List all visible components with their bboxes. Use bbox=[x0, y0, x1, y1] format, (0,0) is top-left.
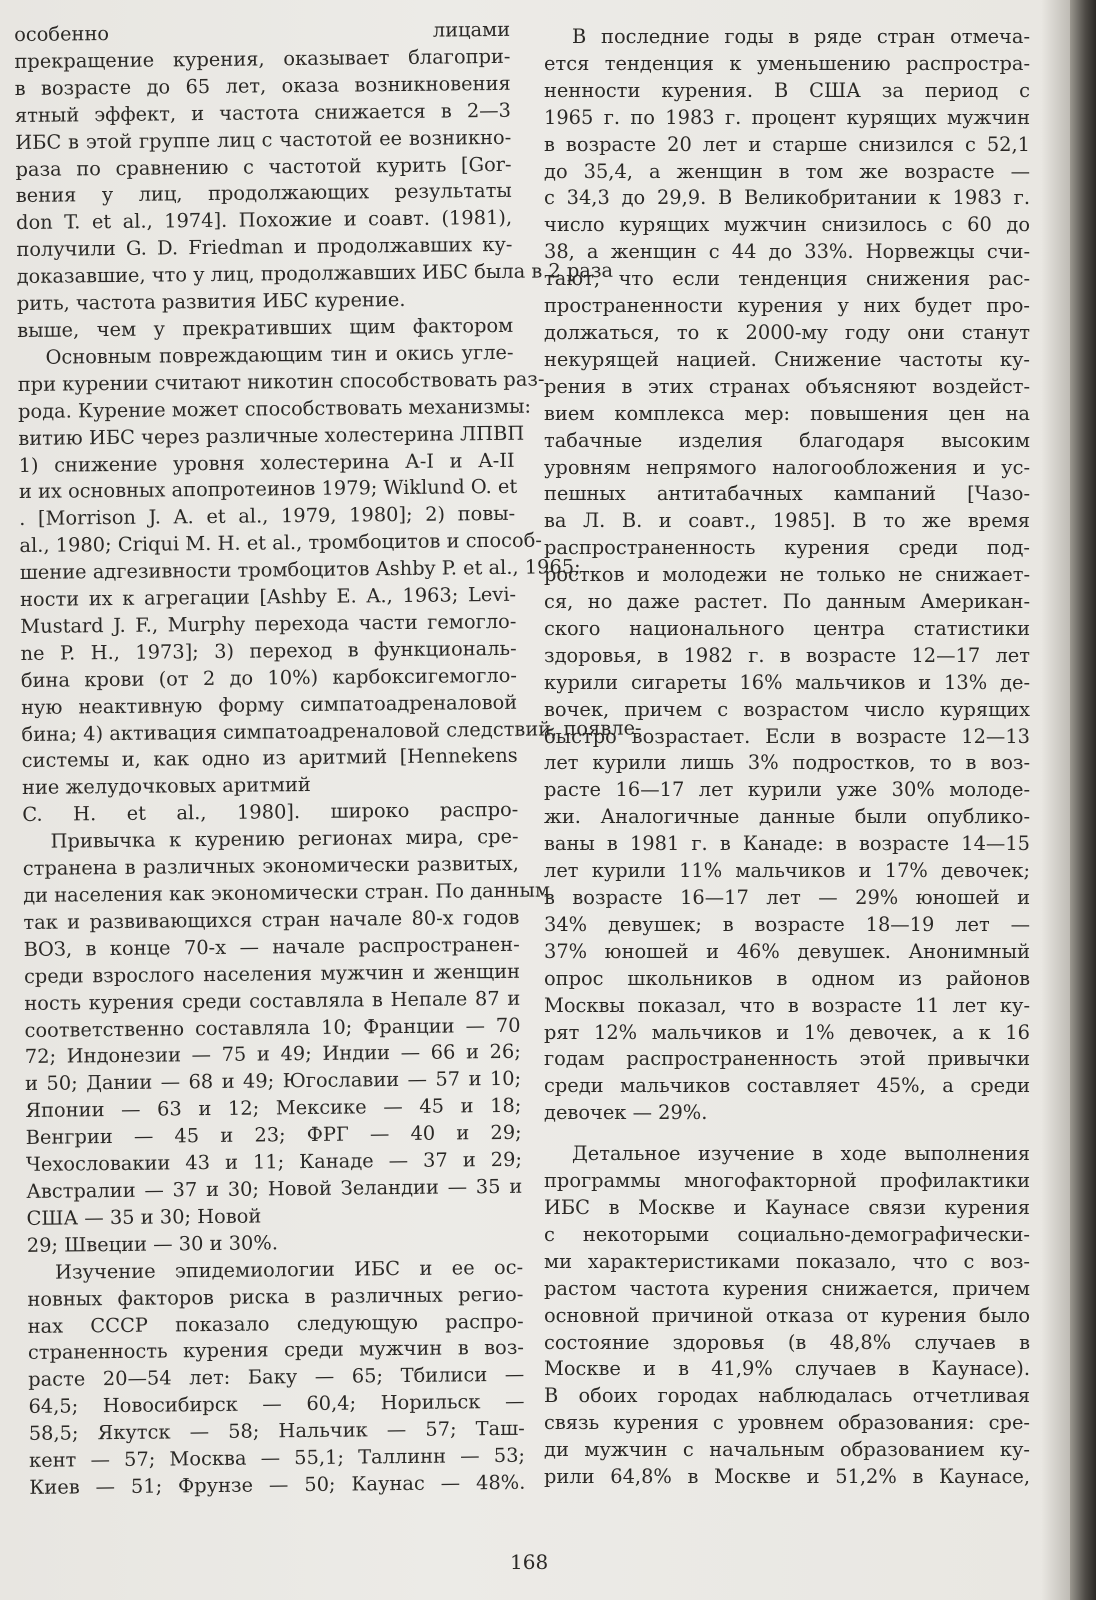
text-line: рили 64,8% в Москве и 51,2% в Каунасе, bbox=[544, 1465, 1030, 1489]
text-line: США — 35 и 30; Новой bbox=[26, 1204, 262, 1230]
text-line: странена в различных экономически развитых, bbox=[22, 851, 519, 881]
text-line: и 50; Дании — 68 и 49; Югославии — 57 и 10; bbox=[24, 1067, 522, 1096]
text-line: Основным повреждающим тин и окись угле- bbox=[45, 340, 514, 369]
text-line: и их основных апопротеинов 1979; Wiklund O. et bbox=[18, 475, 518, 504]
text-line: распространенность курения среди под- bbox=[544, 536, 1030, 560]
right-text-column bbox=[544, 24, 1030, 1491]
text-line: 37% юношей и 46% девушек. Анонимный bbox=[544, 939, 1030, 963]
text-line: при курении считают никотин способствовать раз- bbox=[17, 367, 545, 396]
text-line: пешных антитабачных кампаний [Чазо- bbox=[544, 482, 1030, 506]
text-line: ную неактивную форму симпатоадреналовой bbox=[21, 690, 518, 719]
text-line: лет курили 11% мальчиков и 17% девочек; bbox=[544, 859, 1030, 883]
text-line: в возрасте до 65 лет, оказа возникновения bbox=[14, 71, 511, 100]
text-line: рения в этих странах объясняют воздейст- bbox=[544, 374, 1030, 398]
text-line: ваны в 1981 г. в Канаде: в возрасте 14—15 bbox=[544, 832, 1030, 856]
text-line: В обоих городах наблюдалась отчетливая bbox=[544, 1384, 1030, 1408]
text-line: среди взрослого населения мужчин и женщин bbox=[23, 959, 521, 988]
text-line: ВОЗ, в конце 70-х — начале распространен- bbox=[23, 932, 520, 961]
text-line: так и развивающихся стран начале 80-х годов bbox=[23, 905, 520, 934]
text-line: табачные изделия благодаря высоким bbox=[544, 428, 1030, 452]
text-line: программы многофакторной профилактики bbox=[544, 1169, 1030, 1193]
text-line: ется тенденция к уменьшению распростра- bbox=[544, 51, 1030, 75]
text-line: в возрасте 20 лет и старше снизился с 52,1 bbox=[544, 132, 1030, 156]
text-line: ненности курения. В США за период с bbox=[544, 78, 1030, 102]
text-line: курили сигареты 16% мальчиков и 13% де- bbox=[544, 670, 1030, 694]
text-line: рить, частота развития ИБС курение. bbox=[16, 287, 406, 316]
text-line: опрос школьников в одном из районов bbox=[544, 966, 1030, 990]
text-line: 58,5; Якутск — 58; Нальчик — 57; Таш- bbox=[28, 1416, 525, 1446]
text-line: некурящей нацией. Снижение частоты ку- bbox=[544, 347, 1030, 371]
text-line: быстро возрастает. Если в возрасте 12—13 bbox=[544, 724, 1030, 748]
text-line: новных факторов риска в различных регио- bbox=[27, 1282, 524, 1311]
text-line: Изучение эпидемиологии ИБС и ее ос- bbox=[54, 1255, 524, 1284]
text-line: ности их к агрегации [Ashby E. A., 1963; Levi- bbox=[19, 582, 517, 611]
text-line: ИБС в Москве и Каунасе связи курения bbox=[544, 1195, 1030, 1219]
text-line: растом частота курения снижается, причем bbox=[544, 1276, 1030, 1300]
text-line: среди мальчиков составляет 45%, а среди bbox=[544, 1074, 1030, 1098]
text-line: Японии — 63 и 12; Мексике — 45 и 18; bbox=[25, 1093, 522, 1123]
text-line: 29; Швеции — 30 и 30%. bbox=[26, 1231, 279, 1257]
text-line: число курящих мужчин снизилось с 60 до bbox=[544, 213, 1030, 237]
text-line: ростков и молодежи не только не снижает- bbox=[544, 563, 1030, 587]
text-line: расте 16—17 лет курили уже 30% молоде- bbox=[544, 778, 1030, 802]
text-line: жи. Аналогичные данные были опублико- bbox=[544, 805, 1030, 829]
text-line: связь курения с уровнем образования: сре- bbox=[544, 1411, 1030, 1435]
text-line: пространенности курения у них будет про- bbox=[544, 294, 1030, 318]
text-line: ность курения среди составляла в Непале 87 и bbox=[24, 986, 521, 1015]
text-line: витию ИБС через различные холестерина ЛПВП bbox=[18, 421, 525, 450]
text-line bbox=[544, 1127, 1030, 1141]
text-line: Венгрии — 45 и 23; ФРГ — 40 и 29; bbox=[25, 1120, 522, 1150]
text-line: выше, чем у прекративших щим фактором bbox=[17, 313, 514, 342]
text-line: доказавшие, что у лиц, продолжавших ИБС была в 2 раза bbox=[16, 258, 614, 289]
text-line: страненность курения среди мужчин в воз- bbox=[27, 1336, 525, 1365]
text-line: бина; 4) активация симпатоадреналовой следствий, появле- bbox=[21, 716, 642, 746]
text-line: здоровья, в 1982 г. в возрасте 12—17 лет bbox=[544, 643, 1030, 667]
text-line: ne P. H., 1973]; 3) переход в функциональ- bbox=[20, 636, 517, 665]
text-line: девочек — 29%. bbox=[544, 1101, 708, 1125]
text-line: особенно лицами bbox=[14, 17, 511, 46]
text-line: ние желудочковых аритмий bbox=[21, 773, 311, 800]
text-line: вочек, причем с возрастом число курящих bbox=[544, 697, 1030, 721]
text-line: бина крови (от 2 до 10%) карбоксигемогло- bbox=[20, 663, 517, 692]
text-line: до 35,4, а женщин в том же возрасте — bbox=[544, 159, 1030, 183]
text-line: Москвы показал, что в возрасте 11 лет ку- bbox=[544, 993, 1030, 1017]
text-line: 64,5; Новосибирск — 60,4; Норильск — bbox=[28, 1389, 525, 1419]
text-line: ва Л. В. и соавт., 1985]. В то же время bbox=[544, 509, 1030, 533]
text-line: ди мужчин с начальным образованием ку- bbox=[544, 1438, 1030, 1462]
text-line: соответственно составляла 10; Франции — 70 bbox=[24, 1013, 521, 1042]
page-number: 168 bbox=[510, 1550, 549, 1574]
text-line: уровням непрямого налогообложения и ус- bbox=[544, 455, 1030, 479]
text-line: раза по сравнению с частотой курить [Gor- bbox=[15, 152, 512, 181]
text-line: рят 12% мальчиков и 1% девочек, а к 16 bbox=[544, 1020, 1030, 1044]
text-line: тают, что если тенденция снижения рас- bbox=[544, 267, 1030, 291]
text-line: Чехословакии 43 и 11; Канаде — 37 и 29; bbox=[25, 1147, 523, 1176]
text-line: рода. Курение может способствовать механизмы: bbox=[17, 394, 532, 423]
text-line: don T. et al., 1974]. Похожие и соавт. (1981), bbox=[15, 206, 513, 235]
text-line: получили G. D. Friedman и продолжавших ку- bbox=[16, 233, 513, 262]
text-line: al., 1980; Criqui M. H. et al., тромбоцитов и способ- bbox=[19, 528, 542, 558]
text-line: C. H. et al., 1980]. широко распро- bbox=[22, 798, 519, 827]
text-line: 72; Индонезии — 75 и 49; Индии — 66 и 26; bbox=[24, 1040, 521, 1069]
text-line: прекращение курения, оказывает благопри- bbox=[14, 44, 511, 73]
text-line: 34% девушек; в возрасте 18—19 лет — bbox=[544, 912, 1030, 936]
text-line: Австралии — 37 и 30; Новой Зеландии — 35 и bbox=[26, 1174, 523, 1203]
text-line: Детальное изучение в ходе выполнения bbox=[572, 1142, 1030, 1166]
text-line: ИБС в этой группе лиц с частотой ее возникно- bbox=[15, 125, 512, 154]
text-line: 1965 г. по 1983 г. процент курящих мужчин bbox=[544, 105, 1030, 129]
text-line: лет курили лишь 3% подростков, то в воз- bbox=[544, 751, 1030, 775]
text-line: в возрасте 16—17 лет — 29% юношей и bbox=[544, 886, 1030, 909]
text-line: системы и, как одно из аритмий [Hennekens bbox=[21, 744, 518, 773]
text-line: расте 20—54 лет: Баку — 65; Тбилиси — bbox=[28, 1363, 525, 1392]
text-line: Москве и в 41,9% случаев в Каунасе). bbox=[544, 1357, 1030, 1381]
text-line: ся, но даже растет. По данным Американ- bbox=[544, 590, 1030, 614]
text-line: . [Morrison J. A. et al., 1979, 1980]; 2) повы- bbox=[19, 502, 516, 531]
text-line: ми характеристиками показало, что с воз- bbox=[544, 1249, 1030, 1273]
text-line: Mustard J. F., Murphy перехода части гемогло- bbox=[20, 609, 517, 638]
text-line: ского национального центра статистики bbox=[544, 616, 1030, 640]
text-line: кент — 57; Москва — 55,1; Таллинн — 53; bbox=[28, 1443, 526, 1472]
text-line: В последние годы в ряде стран отмеча- bbox=[572, 25, 1030, 48]
text-line: вием комплекса мер: повышения цен на bbox=[544, 401, 1030, 425]
text-line: Привычка к курению регионах мира, сре- bbox=[50, 824, 519, 853]
text-line: ятный эффект, и частота снижается в 2—3 bbox=[14, 98, 512, 127]
text-line: вения у лиц, продолжающих результаты bbox=[15, 179, 512, 208]
text-line: шение адгезивности тромбоцитов Ashby P. et al., 1965; bbox=[19, 555, 581, 585]
text-line: ди населения как экономически стран. По данным bbox=[23, 878, 551, 907]
text-line: 38, а женщин с 44 до 33%. Норвежцы счи- bbox=[544, 240, 1030, 264]
text-line: нах СССР показало следующую распро- bbox=[27, 1309, 524, 1338]
text-line: годам распространенность этой привычки bbox=[544, 1047, 1030, 1071]
text-line: должаться, то к 2000-му году они станут bbox=[544, 320, 1030, 344]
text-line: 1) снижение уровня холестерина А-I и А-II bbox=[18, 448, 515, 477]
book-binding-shadow bbox=[1070, 0, 1096, 1600]
text-line: состояние здоровья (в 48,8% случаев в bbox=[544, 1330, 1030, 1354]
text-line: с 34,3 до 29,9. В Великобритании к 1983 г. bbox=[544, 186, 1030, 210]
text-line: Киев — 51; Фрунзе — 50; Каунас — 48%. bbox=[29, 1470, 526, 1499]
text-line: основной причиной отказа от курения было bbox=[544, 1303, 1030, 1327]
text-line: с некоторыми социально-демографически- bbox=[544, 1222, 1030, 1246]
